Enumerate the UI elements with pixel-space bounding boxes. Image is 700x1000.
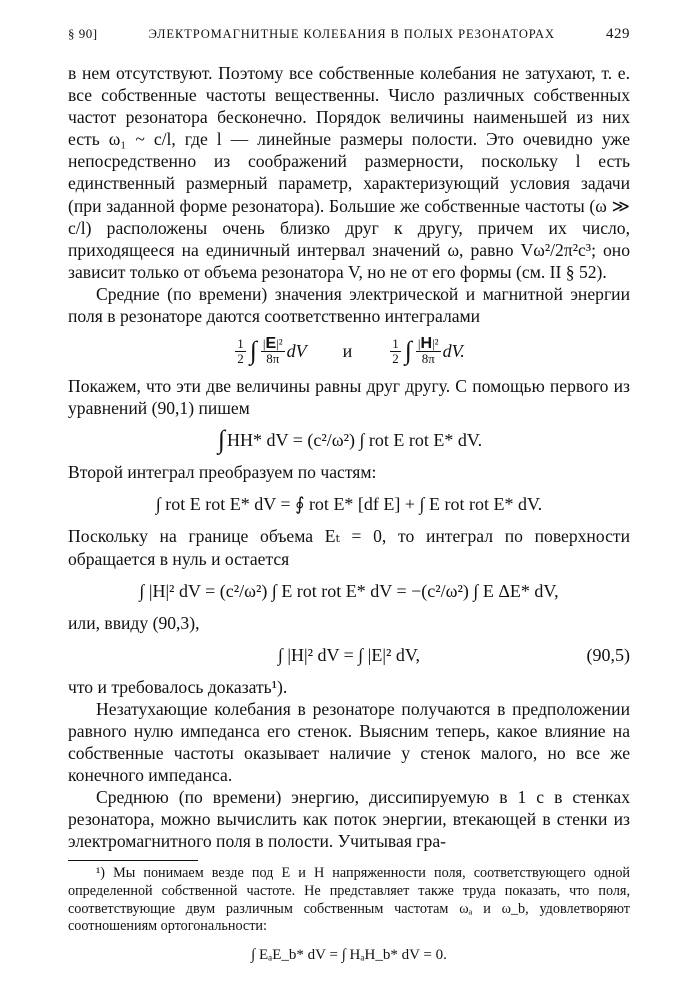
formula-2: ∫ HH* dV = (c²/ω²) ∫ rot E rot E* dV.: [217, 425, 483, 455]
fraction-e2-8pi: $\frac{\text{|E|²}}{8\pi}$: [262, 334, 283, 366]
integral-sign: ∫: [404, 336, 412, 366]
paragraph-5: Поскольку на границе объема Eₜ = 0, то интеграл по поверхности обращается в нуль и остается: [68, 526, 630, 569]
paragraph-4: Второй интеграл преобразуем по частям:: [68, 462, 377, 483]
equation-number: (90,5): [586, 644, 630, 665]
integral-sign: ∫: [249, 336, 257, 366]
paragraph-1: в нем отсутствуют. Поэтому все собственные колебания не затухают, т. е. все собственные частоты вещественны. Число различных собственных частот резонатора бесконечно. Порядок величины наименьшей из них есть ω₁ ~ c/l, где l — линейные размеры полости. Это очевидно уже непосредственно из соображений размерности, поскольку l есть единственный размерный параметр, характеризующий условия задачи (при заданной форме резонатора). Большие же собственные частоты (ω ≫ c/l) расположены очень близко друг к другу, причем их число, приходящееся на единичный интервал значений ω, равно Vω²/2π²c³; оно зависит только от объема резонатора V, но не от его формы (см. II § 52).: [68, 63, 630, 282]
fraction-half-2: $\frac{1}{2}$: [392, 335, 399, 366]
footnote-text: ¹) Мы понимаем везде под E и H напряженности поля, соответствующего одной определенной собственной частоте. Не представляет также труда показать, что поля, соответствующие двум различным собственным частотам ωₐ и ω_b, удовлетворяют соотношениям ортогональности:: [68, 865, 630, 935]
formula-and: и: [342, 341, 353, 362]
formula-4: ∫ |H|² dV = (c²/ω²) ∫ E rot rot E* dV = −(c²/ω²) ∫ E ΔE* dV,: [139, 580, 559, 601]
footnote-formula: ∫ EₐE_b* dV = ∫ HₐH_b* dV = 0.: [251, 947, 447, 964]
formula-energy-integrals: $\frac{1}{2}$ ∫ $\frac{\text{|E|²}}{8\pi}$ dV и $\frac{1}{2}$ ∫ $\frac{\text{|H|²}}{8\pi}$ dV.: [237, 334, 465, 366]
paragraph-7: что и требовалось доказать¹).: [68, 676, 288, 697]
footnote: [68, 865, 630, 975]
paragraph-2: Средние (по времени) значения электрической и магнитной энергии поля в резонаторе даются соответственно интегралами: [68, 283, 630, 327]
footnote-rule: [68, 860, 198, 861]
formula-3: ∫ rot E rot E* dV = ∮ rot E* [df E] + ∫ E rot rot E* dV.: [155, 494, 543, 515]
paragraph-8: Незатухающие колебания в резонаторе получаются в предположении равного нулю импеданса его стенок. Выясним теперь, какое влияние на собственные частоты оказывает наличие у стенок малого, но все же конечного импеданса.: [68, 698, 630, 786]
formula-90-5: ∫ |H|² dV = ∫ |E|² dV, (90,5): [277, 644, 630, 665]
section-ref: § 90]: [68, 26, 98, 41]
page: [68, 26, 630, 976]
running-title: ЭЛЕКТРОМАГНИТНЫЕ КОЛЕБАНИЯ В ПОЛЫХ РЕЗОНАТОРАХ: [148, 27, 555, 41]
fraction-half-1: $\frac{1}{2}$: [237, 335, 244, 366]
paragraph-3: Покажем, что эти две величины равны друг другу. С помощью первого из уравнений (90,1) пишем: [68, 376, 630, 419]
fraction-h2-8pi: $\frac{\text{|H|²}}{8\pi}$: [417, 334, 439, 366]
page-number: 429: [606, 26, 630, 42]
running-header: [68, 26, 630, 48]
paragraph-6: или, ввиду (90,3),: [68, 612, 200, 633]
paragraph-9: Среднюю (по времени) энергию, диссипируемую в 1 с в стенках резонатора, можно вычислить как поток энергии, втекающей в стенки из электромагнитного поля в полости. Учитывая гра-: [68, 787, 630, 852]
main-text: [68, 62, 630, 852]
